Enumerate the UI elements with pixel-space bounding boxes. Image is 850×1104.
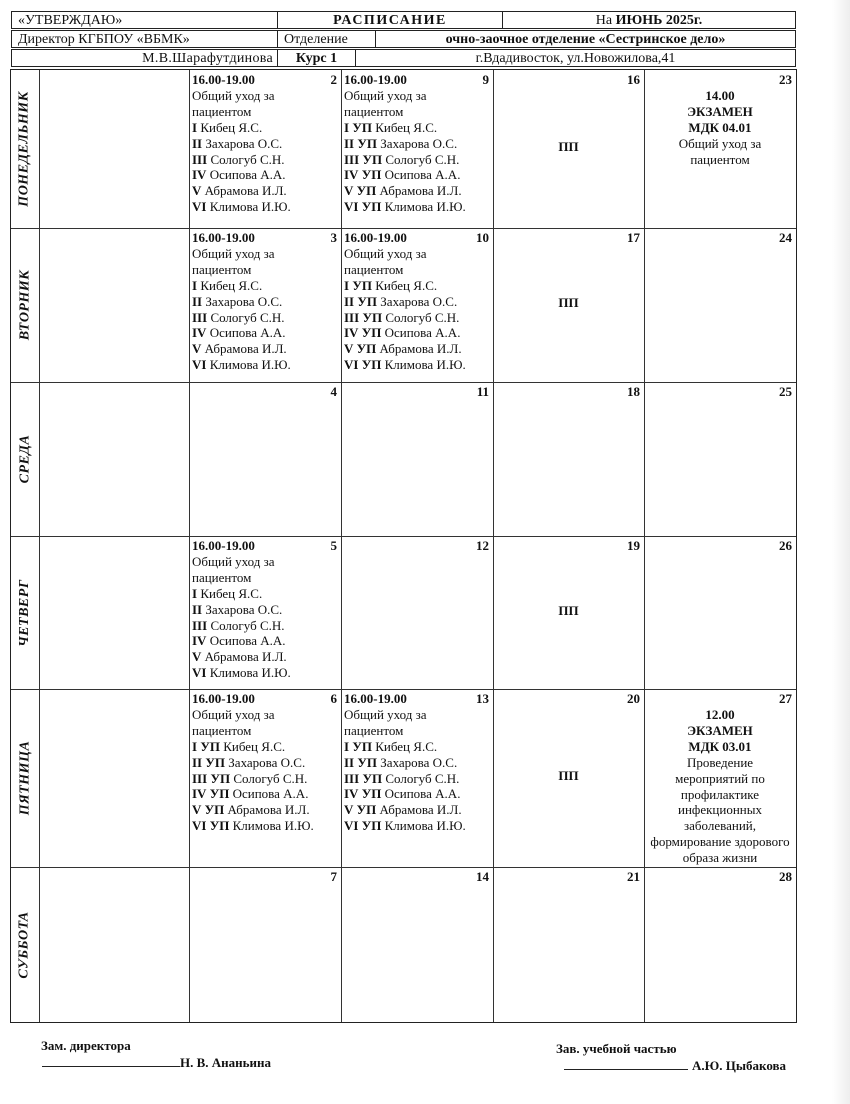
practice-tag: УП xyxy=(362,770,383,786)
weekday-text: ЧЕТВЕРГ xyxy=(17,578,33,647)
day-number: 13 xyxy=(476,691,489,706)
group-line xyxy=(192,802,338,818)
schedule-grid xyxy=(10,69,797,1023)
practice-label: ПП xyxy=(558,295,579,310)
lesson-subject: пациентом xyxy=(344,722,404,738)
group-number: IV xyxy=(344,786,359,802)
lesson-time: 16.00-19.00 xyxy=(344,72,407,87)
lesson-subject: Общий уход за xyxy=(344,87,427,103)
day-cell xyxy=(644,382,796,536)
teacher-name: Климова И.Ю. xyxy=(384,357,466,373)
day-cell xyxy=(189,689,341,867)
group-number: VI xyxy=(192,199,207,215)
day-cell xyxy=(341,70,493,228)
group-number: I xyxy=(192,119,198,135)
signature-left-name: Н. В. Ананьина xyxy=(180,1055,272,1070)
group-line xyxy=(192,294,338,310)
teacher-name: Абрамова И.Л. xyxy=(379,183,462,199)
group-line xyxy=(192,310,338,326)
teacher-name: Абрамова И.Л. xyxy=(204,649,287,665)
day-cell xyxy=(644,228,796,382)
group-number: I xyxy=(192,585,198,601)
lesson-subject: пациентом xyxy=(344,103,404,119)
group-line xyxy=(192,618,338,634)
exam-description: Общий уход за xyxy=(678,135,762,151)
practice-tag: УП xyxy=(205,754,226,770)
lesson-time: 16.00-19.00 xyxy=(344,230,407,245)
day-number: 25 xyxy=(779,384,792,399)
group-number: V xyxy=(344,183,354,199)
lesson-subject: пациентом xyxy=(192,261,252,277)
group-line xyxy=(344,357,490,373)
grid-vline xyxy=(39,70,40,1022)
group-number: V xyxy=(192,802,202,818)
group-line xyxy=(192,325,338,341)
group-number: V xyxy=(344,802,354,818)
teacher-name: Сологуб С.Н. xyxy=(233,770,308,786)
day-number: 2 xyxy=(330,72,337,87)
day-cell xyxy=(493,867,644,1022)
teacher-name: Абрамова И.Л. xyxy=(204,341,287,357)
teacher-name: Сологуб С.Н. xyxy=(210,309,285,325)
group-number: II xyxy=(192,754,203,770)
group-number: IV xyxy=(192,325,207,341)
exam-description: Проведение xyxy=(686,754,754,770)
practice-tag: УП xyxy=(361,167,382,183)
group-line xyxy=(344,294,490,310)
header-row-1 xyxy=(11,11,796,29)
group-number: III xyxy=(344,309,360,325)
group-line xyxy=(344,183,490,199)
practice-tag: УП xyxy=(362,309,383,325)
group-number: VI xyxy=(192,665,207,681)
group-number: III xyxy=(192,617,208,633)
exam-code: МДК 04.01 xyxy=(688,119,752,135)
day-cell xyxy=(493,228,644,382)
group-number: V xyxy=(192,183,202,199)
group-number: II xyxy=(192,135,203,151)
teacher-name: Осипова А.А. xyxy=(232,786,309,802)
practice-tag: УП xyxy=(361,199,382,215)
day-cell xyxy=(493,70,644,228)
group-line xyxy=(344,136,490,152)
group-line xyxy=(344,755,490,771)
group-line xyxy=(344,120,490,136)
group-line xyxy=(344,771,490,787)
teacher-name: Осипова А.А. xyxy=(384,325,461,341)
schedule-title: РАСПИСАНИЕ xyxy=(278,12,503,28)
group-number: IV xyxy=(192,633,207,649)
teacher-name: Кибец Я.С. xyxy=(200,277,263,293)
department-name: очно-заочное отделение «Сестринское дело» xyxy=(445,32,726,47)
day-cell xyxy=(341,867,493,1022)
lesson-subject: пациентом xyxy=(192,103,252,119)
group-line xyxy=(344,325,490,341)
group-line xyxy=(344,278,490,294)
department-label: Отделение xyxy=(278,31,376,47)
lesson-time: 16.00-19.00 xyxy=(192,538,255,553)
exam-description: образа жизни xyxy=(682,850,758,866)
teacher-name: Кибец Я.С. xyxy=(223,738,286,754)
teacher-name: Кибец Я.С. xyxy=(200,585,263,601)
teacher-name: Захарова О.С. xyxy=(380,754,458,770)
day-number: 4 xyxy=(330,384,337,399)
group-line xyxy=(192,786,338,802)
day-number: 23 xyxy=(779,72,792,87)
practice-tag: УП xyxy=(361,357,382,373)
signature-right-name: А.Ю. Цыбакова xyxy=(692,1058,787,1073)
teacher-name: Сологуб С.Н. xyxy=(210,617,285,633)
teacher-name: Сологуб С.Н. xyxy=(385,770,460,786)
teacher-name: Абрамова И.Л. xyxy=(379,802,462,818)
day-cell xyxy=(493,536,644,689)
teacher-name: Осипова А.А. xyxy=(209,633,286,649)
group-number: VI xyxy=(192,818,207,834)
practice-label: ПП xyxy=(558,139,579,154)
day-number: 18 xyxy=(627,384,640,399)
teacher-name: Осипова А.А. xyxy=(384,167,461,183)
group-line xyxy=(344,802,490,818)
page-edge xyxy=(832,0,850,1104)
group-line xyxy=(192,152,338,168)
practice-tag: УП xyxy=(352,277,372,293)
course-label: Курс 1 xyxy=(278,50,356,66)
group-line xyxy=(192,602,338,618)
lesson-subject: пациентом xyxy=(344,261,404,277)
group-line xyxy=(192,357,338,373)
teacher-name: Климова И.Ю. xyxy=(384,818,466,834)
lesson-subject: Общий уход за xyxy=(192,245,275,261)
group-line xyxy=(192,199,338,215)
group-line xyxy=(192,633,338,649)
group-line xyxy=(192,665,338,681)
group-line xyxy=(344,199,490,215)
day-cell xyxy=(189,228,341,382)
lesson-subject: Общий уход за xyxy=(192,87,275,103)
group-number: III xyxy=(192,309,208,325)
day-number: 16 xyxy=(627,72,640,87)
teacher-name: Захарова О.С. xyxy=(205,135,283,151)
group-number: V xyxy=(344,341,354,357)
group-number: VI xyxy=(344,818,359,834)
day-cell xyxy=(644,689,796,867)
teacher-name: Климова И.Ю. xyxy=(209,357,291,373)
group-number: I xyxy=(192,738,198,754)
day-number: 7 xyxy=(330,869,337,884)
lesson-subject: Общий уход за xyxy=(344,706,427,722)
month-prefix: На xyxy=(595,13,613,28)
teacher-name: Сологуб С.Н. xyxy=(210,151,285,167)
group-line xyxy=(192,183,338,199)
day-number: 9 xyxy=(482,72,489,87)
day-cell xyxy=(644,70,796,228)
group-line xyxy=(344,310,490,326)
teacher-name: Абрамова И.Л. xyxy=(379,341,462,357)
practice-tag: УП xyxy=(204,802,225,818)
group-number: II xyxy=(344,135,355,151)
practice-tag: УП xyxy=(209,786,230,802)
practice-tag: УП xyxy=(362,151,383,167)
group-number: VI xyxy=(192,357,207,373)
day-cell xyxy=(493,689,644,867)
practice-tag: УП xyxy=(357,293,378,309)
day-number: 20 xyxy=(627,691,640,706)
group-number: I xyxy=(344,119,350,135)
group-number: II xyxy=(192,293,203,309)
group-number: IV xyxy=(344,167,359,183)
group-number: III xyxy=(344,770,360,786)
teacher-name: Кибец Я.С. xyxy=(375,738,438,754)
weekday-label xyxy=(11,689,39,867)
director-name: М.В.Шарафутдинова xyxy=(12,50,278,66)
weekday-label xyxy=(11,70,39,228)
day-cell xyxy=(189,867,341,1022)
practice-tag: УП xyxy=(352,119,372,135)
group-number: V xyxy=(192,341,202,357)
group-number: II xyxy=(344,293,355,309)
teacher-name: Захарова О.С. xyxy=(205,601,283,617)
group-line xyxy=(344,786,490,802)
lesson-time: 16.00-19.00 xyxy=(192,72,255,87)
group-number: II xyxy=(192,601,203,617)
day-number: 12 xyxy=(476,538,489,553)
teacher-name: Сологуб С.Н. xyxy=(385,309,460,325)
teacher-name: Осипова А.А. xyxy=(209,167,286,183)
teacher-name: Захарова О.С. xyxy=(228,754,306,770)
day-cell xyxy=(341,689,493,867)
signature-right xyxy=(564,1057,786,1074)
group-number: III xyxy=(192,770,208,786)
practice-tag: УП xyxy=(361,786,382,802)
group-number: IV xyxy=(192,786,207,802)
group-line xyxy=(192,167,338,183)
day-number: 28 xyxy=(779,869,792,884)
day-cell xyxy=(341,536,493,689)
teacher-name: Абрамова И.Л. xyxy=(204,183,287,199)
group-line xyxy=(192,120,338,136)
director-title: Директор КГБПОУ «ВБМК» xyxy=(12,31,278,47)
group-number: VI xyxy=(344,357,359,373)
teacher-name: Осипова А.А. xyxy=(384,786,461,802)
exam-description: инфекционных xyxy=(678,802,762,818)
exam-description: формирование здорового xyxy=(650,834,790,850)
weekday-label xyxy=(11,382,39,536)
group-number: I xyxy=(344,738,350,754)
month-value: ИЮНЬ 2025г. xyxy=(615,13,703,28)
group-line xyxy=(192,649,338,665)
group-line xyxy=(192,739,338,755)
header-row-2 xyxy=(11,30,796,48)
group-line xyxy=(344,341,490,357)
teacher-name: Захарова О.С. xyxy=(380,135,458,151)
teacher-name: Климова И.Ю. xyxy=(209,665,291,681)
teacher-name: Абрамова И.Л. xyxy=(227,802,310,818)
group-line xyxy=(192,278,338,294)
exam-block xyxy=(647,88,793,168)
teacher-name: Кибец Я.С. xyxy=(375,119,438,135)
weekday-text: ВТОРНИК xyxy=(17,269,32,341)
teacher-name: Осипова А.А. xyxy=(209,325,286,341)
lesson-subject: Общий уход за xyxy=(192,706,275,722)
day-number: 19 xyxy=(627,538,640,553)
weekday-label xyxy=(11,867,39,1022)
group-number: III xyxy=(344,151,360,167)
day-number: 24 xyxy=(779,230,792,245)
group-line xyxy=(344,152,490,168)
day-cell xyxy=(189,536,341,689)
group-number: VI xyxy=(344,199,359,215)
day-number: 14 xyxy=(476,869,489,884)
day-number: 11 xyxy=(476,384,489,399)
day-number: 6 xyxy=(330,691,337,706)
practice-tag: УП xyxy=(356,341,377,357)
practice-tag: УП xyxy=(361,325,382,341)
signature-line-right xyxy=(564,1057,688,1070)
signature-line-left xyxy=(42,1054,180,1067)
teacher-name: Захарова О.С. xyxy=(380,293,458,309)
weekday-label xyxy=(11,228,39,382)
teacher-name: Кибец Я.С. xyxy=(375,277,438,293)
practice-tag: УП xyxy=(356,183,377,199)
exam-title: ЭКЗАМЕН xyxy=(687,722,753,738)
day-number: 26 xyxy=(779,538,792,553)
group-number: II xyxy=(344,754,355,770)
group-number: IV xyxy=(344,325,359,341)
group-line xyxy=(192,136,338,152)
day-cell xyxy=(341,228,493,382)
group-number: IV xyxy=(192,167,207,183)
teacher-name: Климова И.Ю. xyxy=(384,199,466,215)
group-number: I xyxy=(192,277,198,293)
day-cell xyxy=(341,382,493,536)
approve-label: «УТВЕРЖДАЮ» xyxy=(12,12,278,28)
practice-tag: УП xyxy=(357,135,378,151)
day-number: 27 xyxy=(779,691,792,706)
day-cell xyxy=(189,382,341,536)
group-line xyxy=(192,818,338,834)
exam-description: заболеваний, xyxy=(684,818,756,834)
signature-right-title: Зав. учебной частью xyxy=(556,1041,677,1056)
group-line xyxy=(344,739,490,755)
lesson-subject: пациентом xyxy=(192,722,252,738)
group-line xyxy=(344,167,490,183)
group-number: V xyxy=(192,649,202,665)
group-line xyxy=(192,341,338,357)
weekday-label xyxy=(11,536,39,689)
practice-tag: УП xyxy=(210,770,231,786)
weekday-text: ПОНЕДЕЛЬНИК xyxy=(17,91,33,207)
signature-left-title: Зам. директора xyxy=(41,1038,131,1053)
teacher-name: Сологуб С.Н. xyxy=(385,151,460,167)
lesson-time: 16.00-19.00 xyxy=(192,230,255,245)
practice-tag: УП xyxy=(200,738,220,754)
header-row-3 xyxy=(11,49,796,67)
day-number: 21 xyxy=(627,869,640,884)
practice-label: ПП xyxy=(558,602,579,618)
practice-tag: УП xyxy=(209,818,230,834)
practice-tag: УП xyxy=(356,802,377,818)
day-number: 3 xyxy=(330,230,337,245)
signature-left xyxy=(42,1054,271,1071)
exam-time: 12.00 xyxy=(705,707,735,722)
day-cell xyxy=(644,867,796,1022)
weekday-text: ПЯТНИЦА xyxy=(17,740,32,816)
exam-description: мероприятий по xyxy=(675,770,765,786)
exam-title: ЭКЗАМЕН xyxy=(687,103,753,119)
schedule-month xyxy=(503,12,795,28)
teacher-name: Захарова О.С. xyxy=(205,293,283,309)
day-cell xyxy=(644,536,796,689)
group-number: I xyxy=(344,277,350,293)
day-number: 5 xyxy=(330,538,337,553)
practice-tag: УП xyxy=(352,738,372,754)
teacher-name: Климова И.Ю. xyxy=(232,818,314,834)
weekday-text: СУББОТА xyxy=(17,910,32,979)
exam-description: пациентом xyxy=(690,151,750,167)
day-number: 10 xyxy=(476,230,489,245)
practice-tag: УП xyxy=(357,754,378,770)
exam-block xyxy=(647,707,793,866)
weekday-text: СРЕДА xyxy=(17,434,33,484)
exam-time: 14.00 xyxy=(705,88,735,103)
group-line xyxy=(192,586,338,602)
lesson-time: 16.00-19.00 xyxy=(344,691,407,706)
address: г.Вдадивосток, ул.Новожилова,41 xyxy=(475,51,676,66)
exam-code: МДК 03.01 xyxy=(688,738,752,754)
practice-label: ПП xyxy=(558,768,579,783)
exam-description: профилактике xyxy=(680,786,760,802)
lesson-subject: Общий уход за xyxy=(344,245,427,261)
group-line xyxy=(192,755,338,771)
day-number: 17 xyxy=(627,230,640,245)
day-cell xyxy=(493,382,644,536)
lesson-subject: Общий уход за xyxy=(192,553,275,569)
group-number: III xyxy=(192,151,208,167)
lesson-subject: пациентом xyxy=(192,569,252,585)
group-line xyxy=(192,771,338,787)
teacher-name: Кибец Я.С. xyxy=(200,119,263,135)
day-cell xyxy=(189,70,341,228)
lesson-time: 16.00-19.00 xyxy=(192,691,255,706)
group-line xyxy=(344,818,490,834)
teacher-name: Климова И.Ю. xyxy=(209,199,291,215)
practice-tag: УП xyxy=(361,818,382,834)
